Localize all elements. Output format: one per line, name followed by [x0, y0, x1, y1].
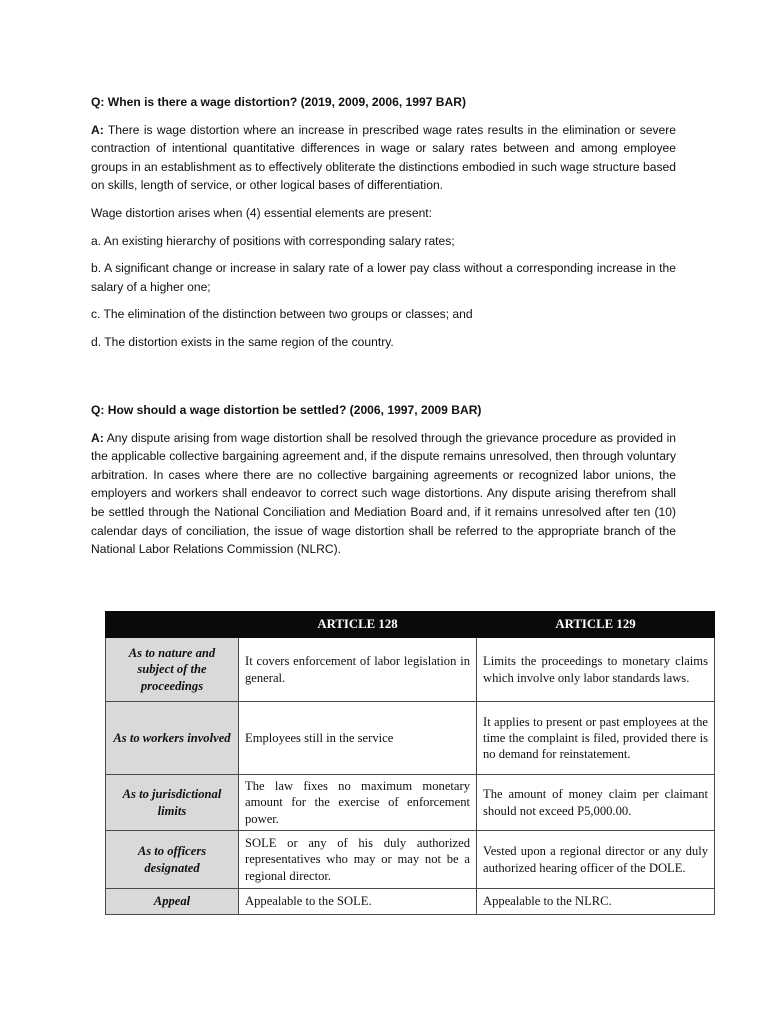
- answer-2-text: Any dispute arising from wage distortion shall be resolved through the grievance procedure as provided in the applicable collective bargaining agreement and, if the dispute remains unresolved, then through voluntary arbitration. In cases where there are no collective bargaining agreements or recognized labor unions, the employers and workers shall endeavor to correct such wage distortions. Any dispute arising therefrom shall be settled through the National Conciliation and Mediation Board and, if it remains unresolved after ten (10) calendar days of conciliation, the issue of wage distortion shall be referred to the appropriate branch of the National Labor Relations Commission (NLRC).: [91, 430, 676, 557]
- article-129-cell: Vested upon a regional director or any duly authorized hearing officer of the DOLE.: [477, 831, 715, 889]
- answer-1: [91, 121, 676, 195]
- row-label: As to workers involved: [106, 702, 239, 775]
- row-label: As to nature and subject of the proceedings: [106, 638, 239, 702]
- element-d: d. The distortion exists in the same region of the country.: [91, 334, 394, 349]
- article-128-cell: It covers enforcement of labor legislation in general.: [239, 638, 477, 702]
- element-c: c. The elimination of the distinction between two groups or classes; and: [91, 307, 473, 322]
- table-header-row: [106, 612, 715, 638]
- article-128-cell: Employees still in the service: [239, 702, 477, 775]
- article-128-cell: Appealable to the SOLE.: [239, 889, 477, 915]
- section-wage-distortion-settlement: [91, 401, 676, 559]
- article-128-cell: SOLE or any of his duly authorized representatives who may or may not be a regional director.: [239, 831, 477, 889]
- header-blank: [106, 612, 239, 638]
- question-1: Q: When is there a wage distortion? (2019, 2009, 2006, 1997 BAR): [91, 95, 467, 109]
- article-comparison-table: [105, 611, 715, 915]
- row-label: As to officers designated: [106, 831, 239, 889]
- answer-2-label: A:: [91, 430, 104, 445]
- element-a: a. An existing hierarchy of positions with corresponding salary rates;: [91, 233, 455, 248]
- answer-1-label: A:: [91, 122, 104, 137]
- answer-1-text: There is wage distortion where an increase in prescribed wage rates results in the elimination or severe contraction of intentional quantitative differences in wage or salary rates between and among employee groups in an establishment as to effectively obliterate the distinctions embodied in such wage structure based on skills, length of service, or other logical bases of differentiation.: [91, 122, 676, 193]
- article-129-cell: Limits the proceedings to monetary claims which involve only labor standards laws.: [477, 638, 715, 702]
- table-row: [106, 889, 715, 915]
- header-article-129: ARTICLE 129: [477, 612, 715, 638]
- element-b: b. A significant change or increase in salary rate of a lower pay class without a corresponding increase in the salary of a higher one;: [91, 261, 676, 294]
- elements-intro: Wage distortion arises when (4) essential elements are present:: [91, 205, 433, 220]
- article-129-cell: Appealable to the NLRC.: [477, 889, 715, 915]
- section-wage-distortion-definition: [91, 93, 676, 352]
- answer-2: [91, 429, 676, 559]
- table-row: [106, 775, 715, 831]
- row-label: Appeal: [106, 889, 239, 915]
- header-article-128: ARTICLE 128: [239, 612, 477, 638]
- article-128-cell: The law fixes no maximum monetary amount for the exercise of enforcement power.: [239, 775, 477, 831]
- article-129-cell: The amount of money claim per claimant should not exceed P5,000.00.: [477, 775, 715, 831]
- row-label: As to jurisdictional limits: [106, 775, 239, 831]
- table-row: [106, 831, 715, 889]
- question-2: Q: How should a wage distortion be settled? (2006, 1997, 2009 BAR): [91, 403, 482, 417]
- article-129-cell: It applies to present or past employees at the time the complaint is filed, provided there is no demand for reinstatement.: [477, 702, 715, 775]
- table-row: [106, 702, 715, 775]
- table-row: [106, 638, 715, 702]
